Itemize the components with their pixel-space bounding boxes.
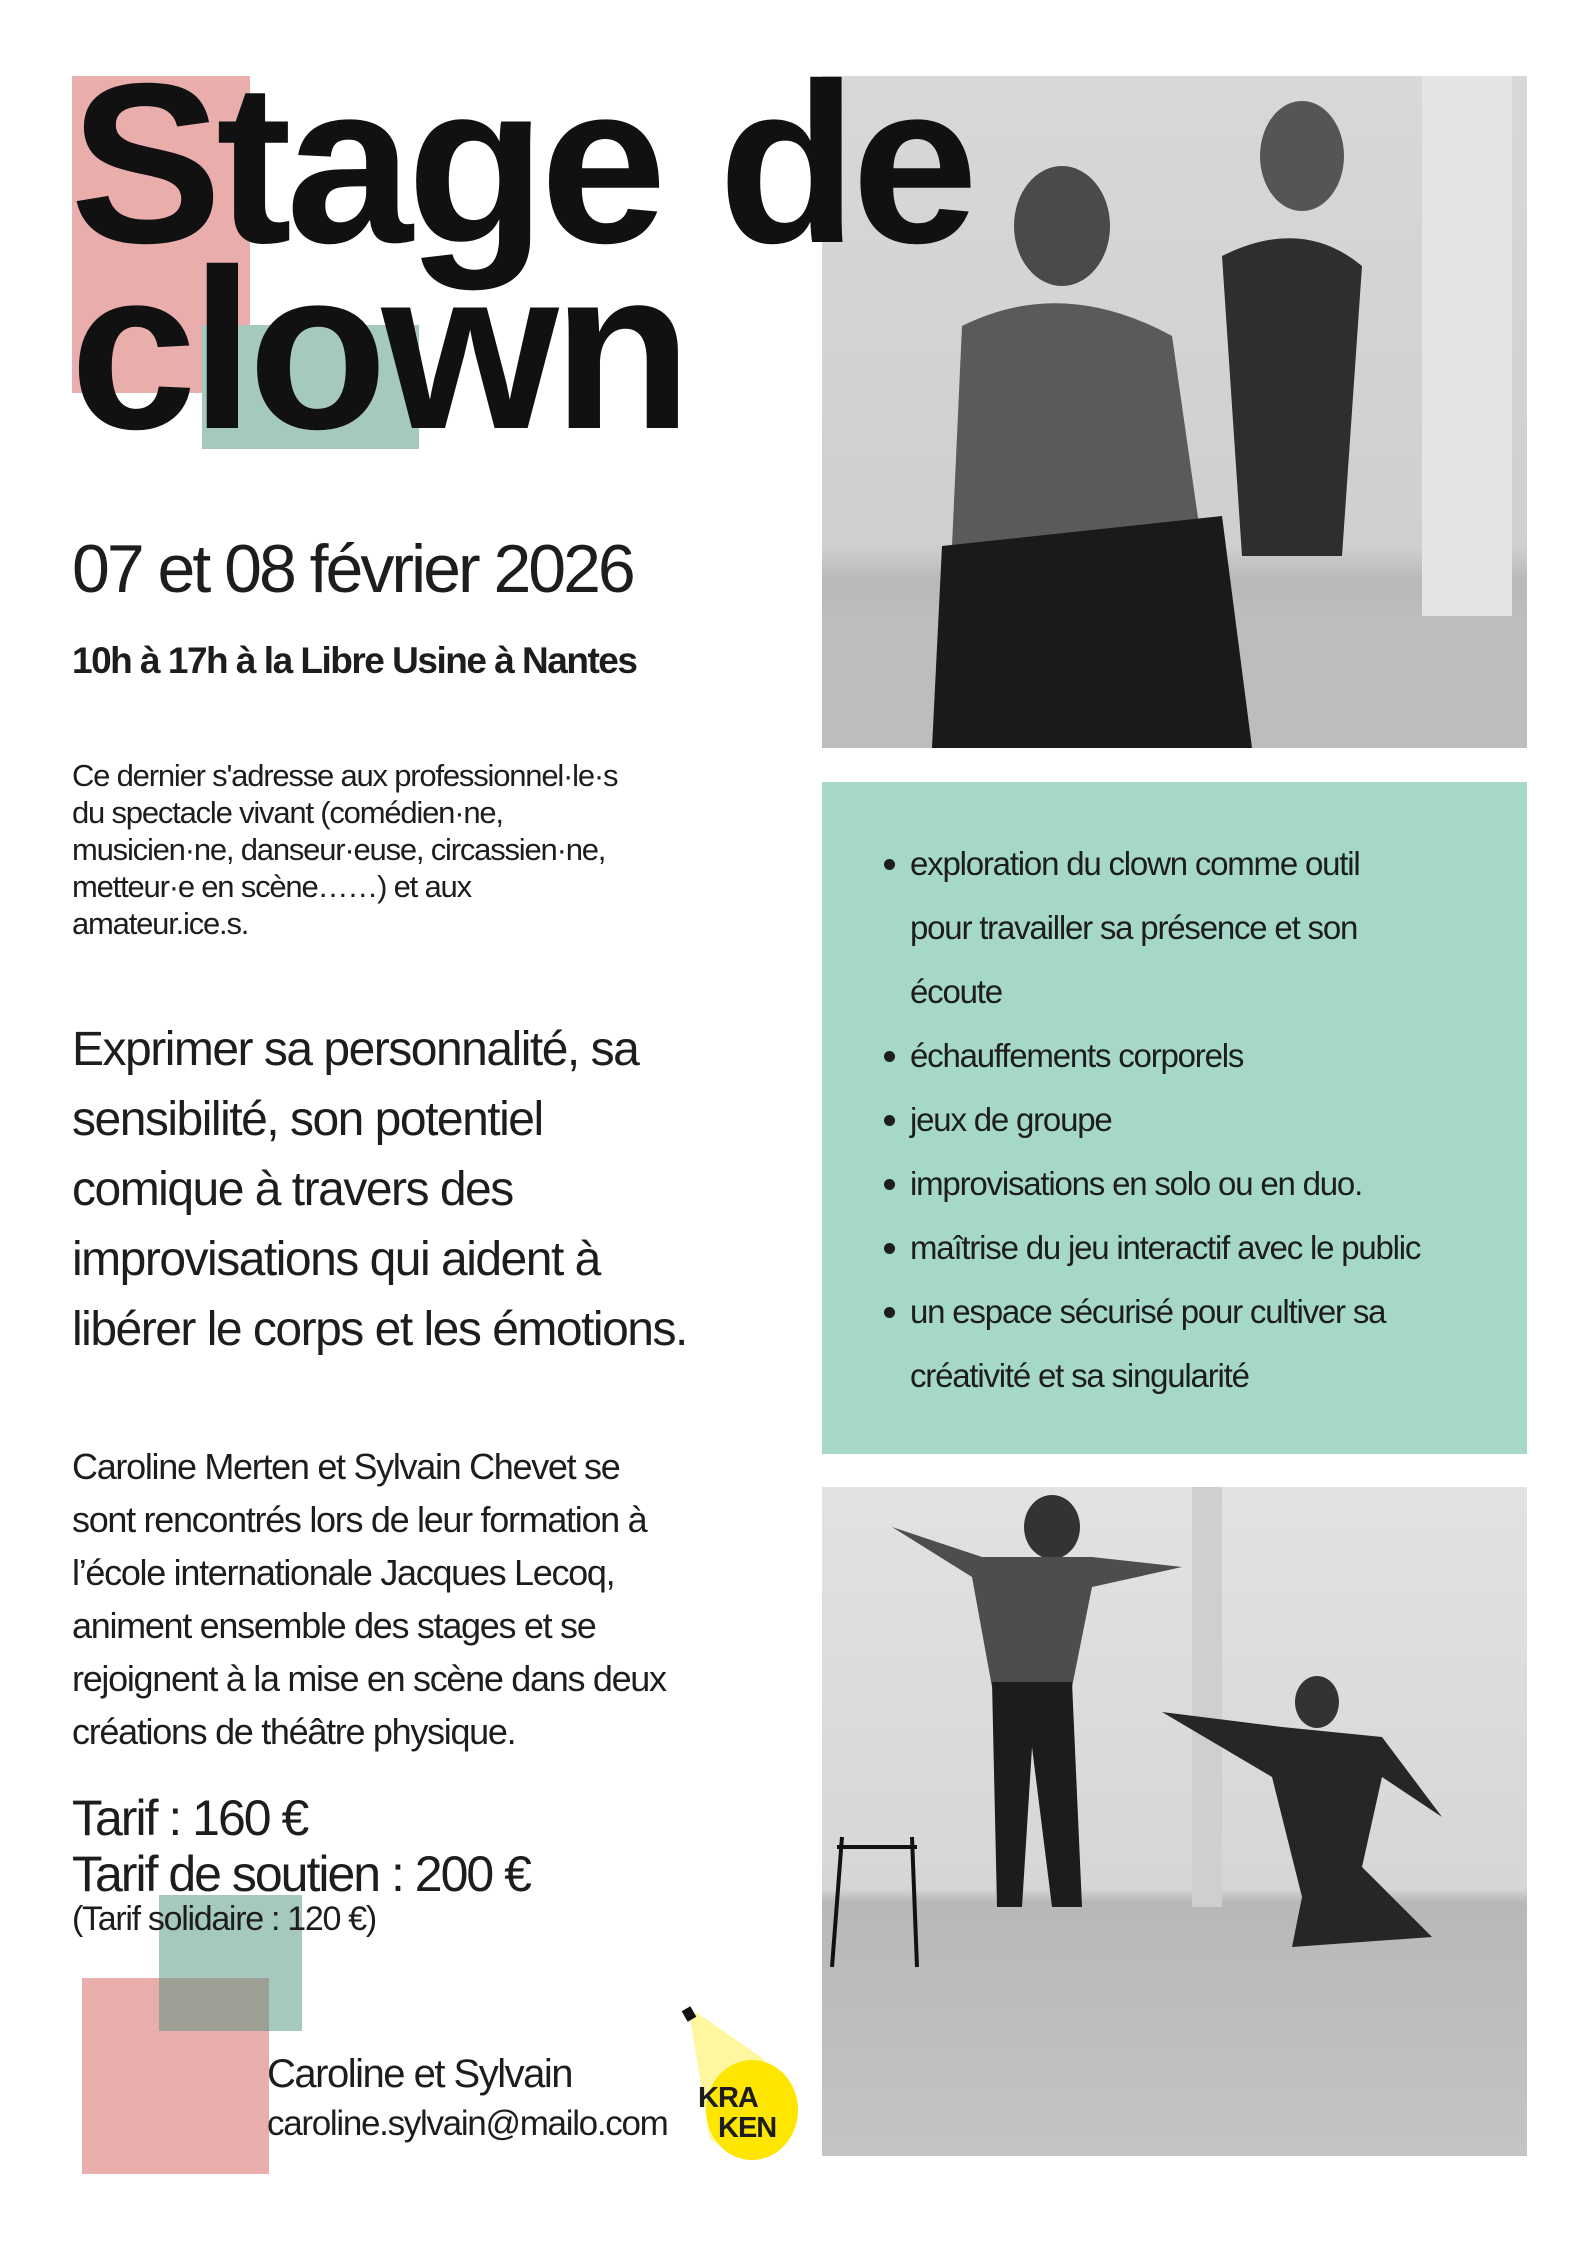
- logo-text-2: KEN: [718, 2112, 777, 2144]
- text-line: comique à travers des: [72, 1163, 513, 1216]
- bullet-icon: [884, 1307, 895, 1318]
- item-line: improvisations en solo ou en duo.: [910, 1165, 1363, 1202]
- text-line: rejoignent à la mise en scène dans deux: [72, 1658, 666, 1699]
- text-line: l’école internationale Jacques Lecoq,: [72, 1552, 615, 1593]
- price-standard: Tarif : 160 €: [72, 1790, 308, 1846]
- audience-paragraph: [72, 757, 617, 942]
- logo-text-1: KRA: [698, 2082, 758, 2114]
- program-box: [822, 782, 1527, 1454]
- text-line: Ce dernier s'adresse aux professionnel·le·s: [72, 758, 618, 793]
- text-line: musicien·ne, danseur·euse, circassien·ne,: [72, 832, 606, 867]
- event-time-location: 10h à 17h à la Libre Usine à Nantes: [72, 640, 637, 681]
- text-line: sont rencontrés lors de leur formation à: [72, 1499, 647, 1540]
- program-item: [884, 1280, 1420, 1408]
- item-line: pour travailler sa présence et son: [910, 909, 1358, 946]
- contact-names: Caroline et Sylvain: [267, 2052, 572, 2096]
- kraken-logo: [680, 2000, 805, 2160]
- photo-clowns-jumping: [822, 1487, 1527, 2156]
- program-item: [884, 1024, 1420, 1088]
- text-line: du spectacle vivant (comédien·ne,: [72, 795, 503, 830]
- program-item: [884, 1088, 1420, 1152]
- event-date: 07 et 08 février 2026: [72, 531, 633, 607]
- program-list: [884, 832, 1420, 1408]
- title-line-1: Stage de: [70, 37, 973, 291]
- program-item: [884, 1216, 1420, 1280]
- item-line: exploration du clown comme outil: [910, 845, 1360, 882]
- contact-email[interactable]: caroline.sylvain@mailo.com: [267, 2104, 668, 2143]
- text-line: metteur·e en scène……) et aux: [72, 869, 471, 904]
- title-line-2: clown: [70, 223, 687, 477]
- text-line: Caroline Merten et Sylvain Chevet se: [72, 1446, 620, 1487]
- text-line: sensibilité, son potentiel: [72, 1093, 543, 1146]
- item-line: échauffements corporels: [910, 1037, 1244, 1074]
- text-line: libérer le corps et les émotions.: [72, 1303, 687, 1356]
- bullet-icon: [884, 1243, 895, 1254]
- bullet-icon: [884, 1179, 895, 1190]
- contact-block: [267, 2048, 668, 2148]
- text-line: créations de théâtre physique.: [72, 1711, 516, 1752]
- item-line: un espace sécurisé pour cultiver sa: [910, 1293, 1386, 1330]
- price-solidarity: (Tarif solidaire : 120 €): [72, 1900, 376, 1938]
- item-line: jeux de groupe: [910, 1101, 1112, 1138]
- text-line: improvisations qui aident à: [72, 1233, 600, 1286]
- text-line: amateur.ice.s.: [72, 906, 249, 941]
- pricing: [72, 1790, 530, 1902]
- text-line: animent ensemble des stages et se: [72, 1605, 596, 1646]
- item-line: créativité et sa singularité: [910, 1357, 1249, 1394]
- text-line: Exprimer sa personnalité, sa: [72, 1023, 639, 1076]
- price-support: Tarif de soutien : 200 €: [72, 1846, 530, 1902]
- program-item: [884, 1152, 1420, 1216]
- decor-overlap: [159, 1978, 269, 2031]
- item-line: écoute: [910, 973, 1002, 1010]
- bullet-icon: [884, 859, 895, 870]
- pitch-paragraph: [72, 1015, 687, 1365]
- program-item: [884, 832, 1420, 1024]
- bullet-icon: [884, 1051, 895, 1062]
- bullet-icon: [884, 1115, 895, 1126]
- item-line: maîtrise du jeu interactif avec le public: [910, 1229, 1421, 1266]
- bio-paragraph: [72, 1440, 666, 1758]
